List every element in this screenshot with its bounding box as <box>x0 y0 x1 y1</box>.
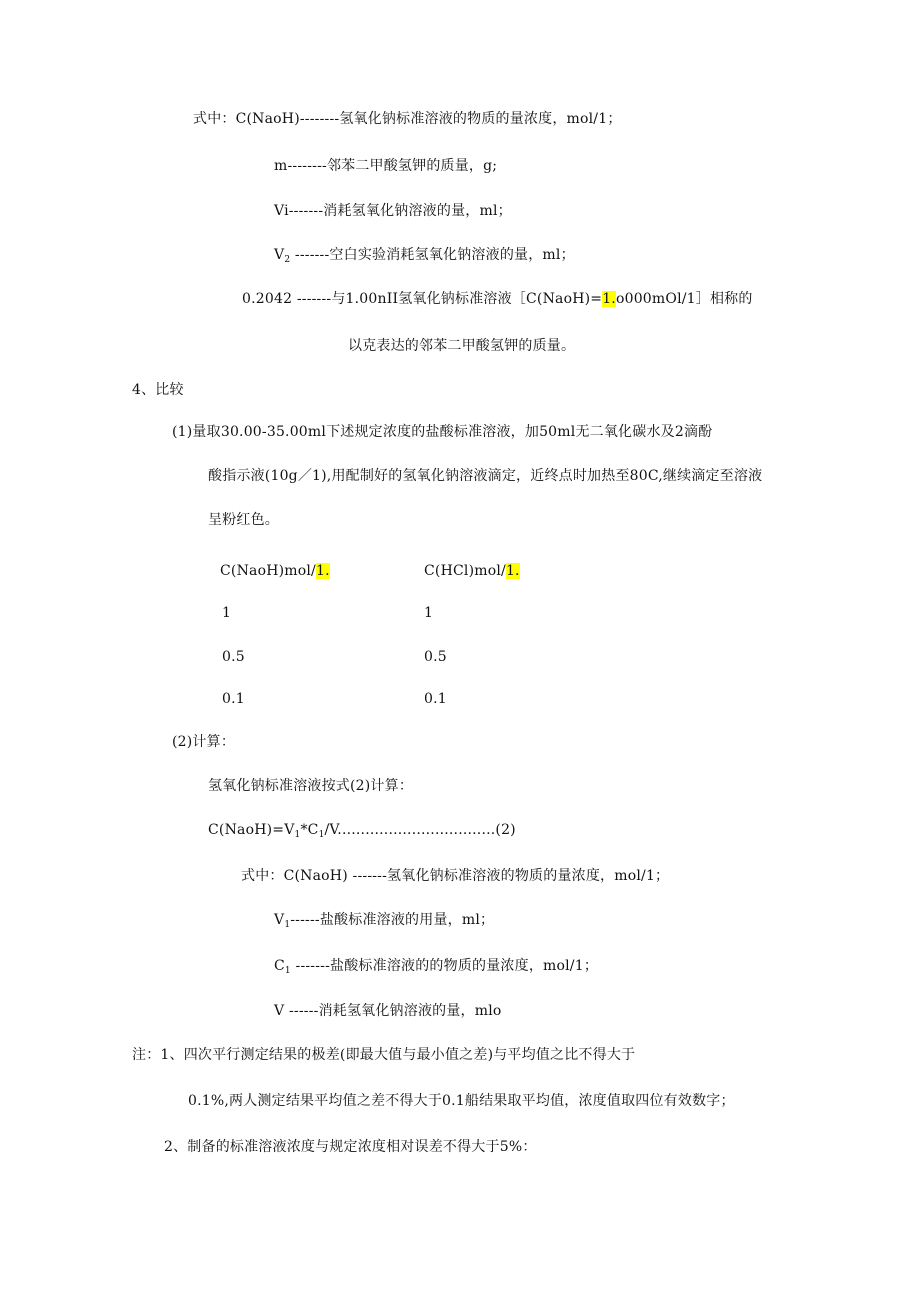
def2-v <box>274 1002 502 1020</box>
def-label: 式中：C(NaoH) <box>193 111 300 127</box>
def-label: V <box>274 247 285 263</box>
header-text: C(HCl)mol/ <box>424 563 506 579</box>
subscript: 1 <box>318 830 325 840</box>
subscript: 1 <box>294 830 301 840</box>
def-dash: -------- <box>299 111 340 127</box>
def-desc: 邻苯二甲酸氢钾的质量，g; <box>326 158 498 174</box>
factor-pre: 0.2042 -------与1.00nII氢氧化钠标准溶液［C(NaoH)= <box>242 291 603 307</box>
step1-line1: (1)量取30.00-35.00ml下述规定浓度的盐酸标准溶液，加50ml无二氧化碳水及2滴酚 <box>172 424 713 440</box>
def2-c1 <box>274 957 598 975</box>
header-text: C(NaoH)mol/ <box>220 563 316 579</box>
def-m <box>274 157 497 175</box>
def2-c-naoh <box>241 867 669 885</box>
factor-post: o000mOl/1］相称的 <box>615 291 753 307</box>
def-dash: ------- <box>288 203 324 219</box>
table-cell: 0.1 <box>424 691 447 707</box>
step1-line3: 呈粉红色。 <box>208 512 279 528</box>
formula <box>208 821 516 839</box>
def-dash: ------- <box>290 958 331 974</box>
def-v1 <box>274 202 512 220</box>
def-dash: ------ <box>290 912 320 928</box>
def-v2 <box>274 246 575 264</box>
def-desc: 盐酸标准溶液的的物质的量浓度，mol/1； <box>330 958 599 974</box>
highlight: 1. <box>602 291 616 307</box>
def-c-naoh <box>193 110 622 128</box>
step2-intro: 氢氧化钠标准溶液按式(2)计算： <box>208 778 414 794</box>
note1-line2: 0.1%,两人测定结果平均值之差不得大于0.1船结果取平均值，浓度值取四位有效数字； <box>188 1093 735 1109</box>
step1-line2: 酸指示液(10g／1),用配制好的氢氧化钠溶液滴定，近终点时加热至80C,继续滴定至溶液 <box>208 468 763 484</box>
def-factor-continuation: 以克表达的邻苯二甲酸氢钾的质量。 <box>348 338 576 354</box>
table-header-hcl <box>424 562 520 580</box>
note1-line1: 注：1、四次平行测定结果的极差(即最大值与最小值之差)与平均值之比不得大于 <box>132 1047 636 1063</box>
table-cell: 0.5 <box>424 649 447 665</box>
step2-title: (2)计算： <box>172 734 236 750</box>
note2: 2、制备的标准溶液浓度与规定浓度相对误差不得大于5%： <box>164 1139 537 1155</box>
def-label: m <box>274 158 288 174</box>
def-label: 式中：C(NaoH) <box>241 868 353 884</box>
def-label: V <box>274 1003 289 1019</box>
table-cell: 0.5 <box>222 649 245 665</box>
def-label: Vi <box>274 203 289 219</box>
def-desc: 消耗氢氧化钠溶液的量，mlo <box>318 1003 502 1019</box>
table-cell: 1 <box>222 605 232 621</box>
def-label: C <box>274 958 285 974</box>
def-dash: -------- <box>287 158 327 174</box>
formula-part: C(NaoH)=V <box>208 822 295 838</box>
formula-part: /V..................................(2) <box>324 822 516 838</box>
subscript: 1 <box>284 920 291 930</box>
def-dash: ------ <box>288 1003 319 1019</box>
def-label: V <box>274 912 285 928</box>
subscript: 2 <box>284 255 291 265</box>
formula-part: *C <box>300 822 319 838</box>
def-desc: 空白实验消耗氢氧化钠溶液的量，ml； <box>329 247 575 263</box>
table-cell: 0.1 <box>222 691 245 707</box>
def-dash: ------- <box>290 247 330 263</box>
subscript: 1 <box>284 966 291 976</box>
def-factor <box>242 290 753 308</box>
def-dash: ------- <box>352 868 388 884</box>
highlight: 1. <box>505 563 520 579</box>
def-desc: 消耗氢氧化钠溶液的量，ml； <box>323 203 512 219</box>
table-cell: 1 <box>424 605 434 621</box>
table-header-naoh <box>220 562 330 580</box>
def-desc: 盐酸标准溶液的用量，ml； <box>319 912 495 928</box>
highlight: 1. <box>315 563 330 579</box>
def-desc: 氢氧化钠标准溶液的物质的量浓度，mol/1； <box>339 111 622 127</box>
def-desc: 氢氧化钠标准溶液的物质的量浓度，mol/1； <box>387 868 670 884</box>
section-heading: 4、比较 <box>132 382 184 398</box>
def2-v1 <box>274 911 494 929</box>
